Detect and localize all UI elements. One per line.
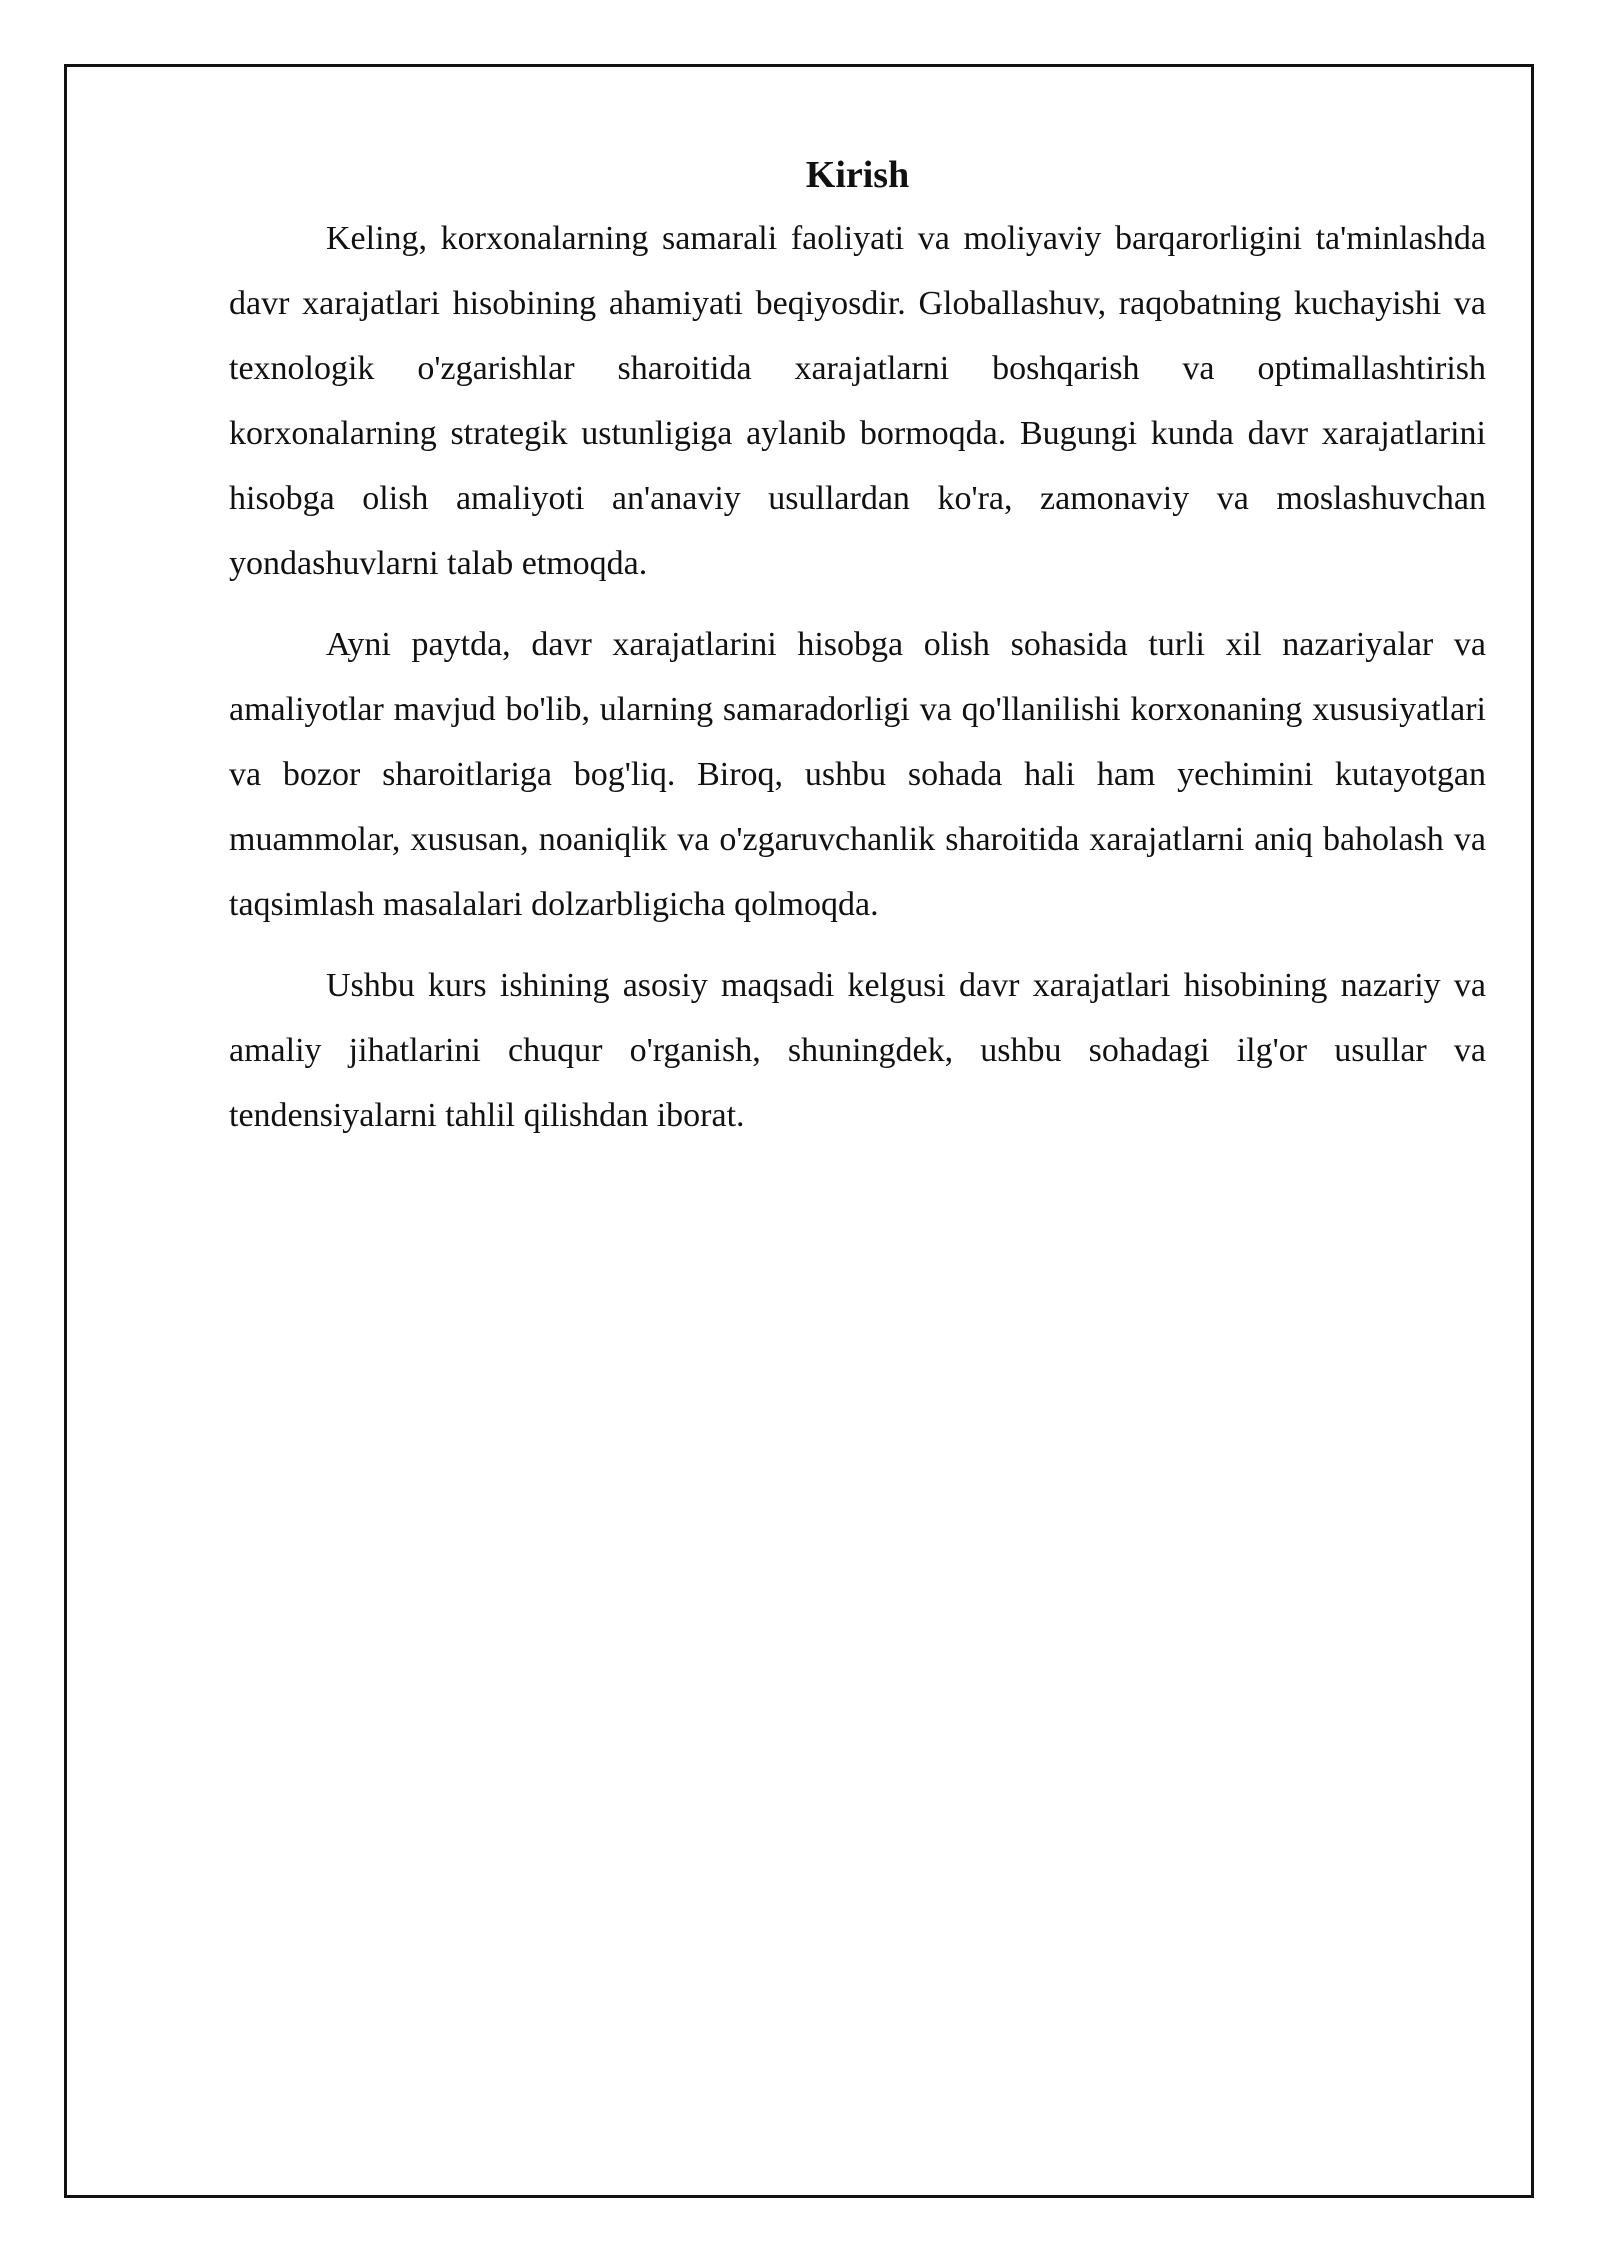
paragraph-3: Ushbu kurs ishining asosiy maqsadi kelgusi davr xarajatlari hisobining nazariy va amaliy jihatlarini chuqur o'rganish, shuningdek, ushbu sohadagi ilg'or usullar va tendensiyalarni tahlil qilishdan iborat. xyxy=(229,967,1486,1134)
section-heading: Kirish xyxy=(805,154,910,196)
document-body xyxy=(229,148,1486,1164)
paragraph-1: Keling, korxonalarning samarali faoliyati va moliyaviy barqarorligini ta'minlashda davr xarajatlari hisobining ahamiyati beqiyosdir. Globallashuv, raqobatning kuchayishi va texnologik o'zgarishlar sharoitida xarajatlarni boshqarish va optimallashtirish korxonalarning strategik ustunligiga aylanib bormoqda. Bugungi kunda davr xarajatlarini hisobga olish amaliyoti an'anaviy usullardan ko'ra, zamonaviy va moslashuvchan yondashuvlarni talab etmoqda. xyxy=(229,220,1486,582)
paragraph-2: Ayni paytda, davr xarajatlarini hisobga olish sohasida turli xil nazariyalar va amaliyotlar mavjud bo'lib, ularning samaradorligi va qo'llanilishi korxonaning xususiyatlari va bozor sharoitlariga bog'liq. Biroq, ushbu sohada hali ham yechimini kutayotgan muammolar, xususan, noaniqlik va o'zgaruvchanlik sharoitida xarajatlarni aniq baholash va taqsimlash masalalari dolzarbligicha qolmoqda. xyxy=(229,626,1486,923)
